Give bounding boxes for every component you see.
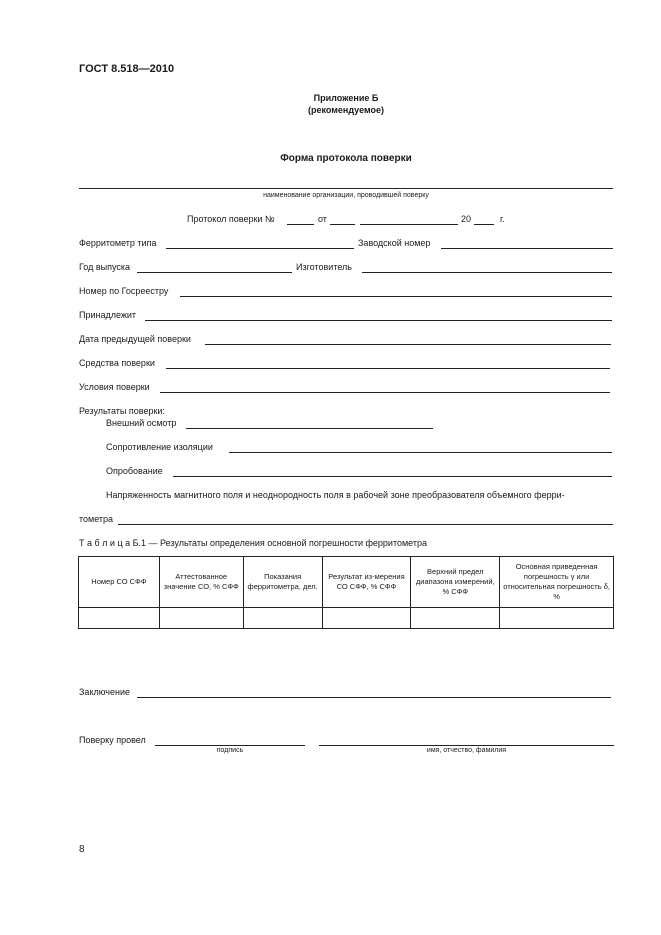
prev-verification-date-label: Дата предыдущей поверки — [79, 334, 191, 344]
protocol-number-line[interactable] — [287, 224, 314, 225]
signature-label: Поверку провел — [79, 735, 146, 745]
ferrometer-type-line[interactable] — [166, 248, 354, 249]
form-title: Форма протокола поверки — [280, 153, 412, 164]
manufacturer-line[interactable] — [362, 272, 612, 273]
page-number: 8 — [79, 844, 85, 855]
protocol-year-line[interactable] — [474, 224, 494, 225]
table-header-row — [79, 557, 614, 608]
col-header: Основная приведенная погрешность γ или относительная погрешность δ, % — [500, 557, 614, 608]
annex-title: Приложение Б — [313, 93, 379, 103]
table-cell[interactable] — [322, 608, 411, 629]
insulation-resistance-label: Сопротивление изоляции — [106, 442, 213, 452]
table-cell[interactable] — [159, 608, 243, 629]
testing-label: Опробование — [106, 466, 163, 476]
table-cell[interactable] — [411, 608, 500, 629]
verification-conditions-label: Условия поверки — [79, 382, 150, 392]
table-caption — [79, 538, 427, 549]
results-table — [78, 556, 614, 629]
field-text-2: тометра — [79, 514, 114, 524]
org-caption: наименование организации, проводившей поверку — [263, 192, 429, 199]
conclusion-label: Заключение — [79, 687, 130, 697]
protocol-day-line[interactable] — [330, 224, 355, 225]
year-of-issue-label: Год выпуска — [79, 262, 130, 272]
registry-number-label: Номер по Госреестру — [79, 286, 169, 296]
standard-header: ГОСТ 8.518—2010 — [79, 63, 175, 75]
sign-caption: подпись — [216, 747, 244, 754]
table-caption-text: Б.1 — Результаты определения основной погрешности ферритометра — [132, 538, 428, 548]
field-text-1: Напряженность магнитного поля и неоднородность поля в рабочей зоне преобразователя объемного ферри- — [106, 490, 565, 500]
prev-verification-date-line[interactable] — [205, 344, 611, 345]
signature-name-line[interactable] — [319, 745, 614, 746]
col-header: Аттестованное значение СО, % СФФ — [159, 557, 243, 608]
serial-number-line[interactable] — [441, 248, 613, 249]
verification-means-line[interactable] — [166, 368, 610, 369]
protocol-year-suffix: г. — [500, 214, 505, 224]
external-inspection-line[interactable] — [186, 428, 433, 429]
verification-conditions-line[interactable] — [160, 392, 610, 393]
table-cell[interactable] — [243, 608, 322, 629]
field-line[interactable] — [118, 524, 613, 525]
conclusion-line[interactable] — [137, 697, 611, 698]
table-row — [79, 608, 614, 629]
col-header: Номер СО СФФ — [79, 557, 160, 608]
table-caption-prefix: Т а б л и ц а — [79, 538, 131, 548]
table-cell[interactable] — [79, 608, 160, 629]
protocol-year-prefix: 20 — [461, 214, 472, 224]
col-header: Показания ферритометра, дел. — [243, 557, 322, 608]
verification-means-label: Средства поверки — [79, 358, 155, 368]
registry-number-line[interactable] — [180, 296, 612, 297]
belongs-to-label: Принадлежит — [79, 310, 137, 320]
manufacturer-label: Изготовитель — [296, 262, 352, 272]
results-heading: Результаты поверки: — [79, 406, 165, 416]
year-of-issue-line[interactable] — [137, 272, 292, 273]
insulation-resistance-line[interactable] — [229, 452, 612, 453]
col-header: Верхний предел диапазона измерений, % СФФ — [411, 557, 500, 608]
name-caption: имя, отчество, фамилия — [426, 747, 507, 754]
table-cell[interactable] — [500, 608, 614, 629]
external-inspection-label: Внешний осмотр — [106, 418, 177, 428]
belongs-to-line[interactable] — [145, 320, 612, 321]
org-name-line — [79, 188, 613, 189]
annex-subtitle: (рекомендуемое) — [308, 105, 384, 115]
signature-sign-line[interactable] — [155, 745, 305, 746]
ferrometer-type-label: Ферритометр типа — [79, 238, 157, 248]
serial-number-label: Заводской номер — [358, 238, 431, 248]
protocol-label: Протокол поверки № — [187, 214, 275, 224]
testing-line[interactable] — [173, 476, 612, 477]
col-header: Результат из-мерения СО СФФ, % СФФ — [322, 557, 411, 608]
protocol-month-line[interactable] — [360, 224, 458, 225]
protocol-from: от — [318, 214, 327, 224]
